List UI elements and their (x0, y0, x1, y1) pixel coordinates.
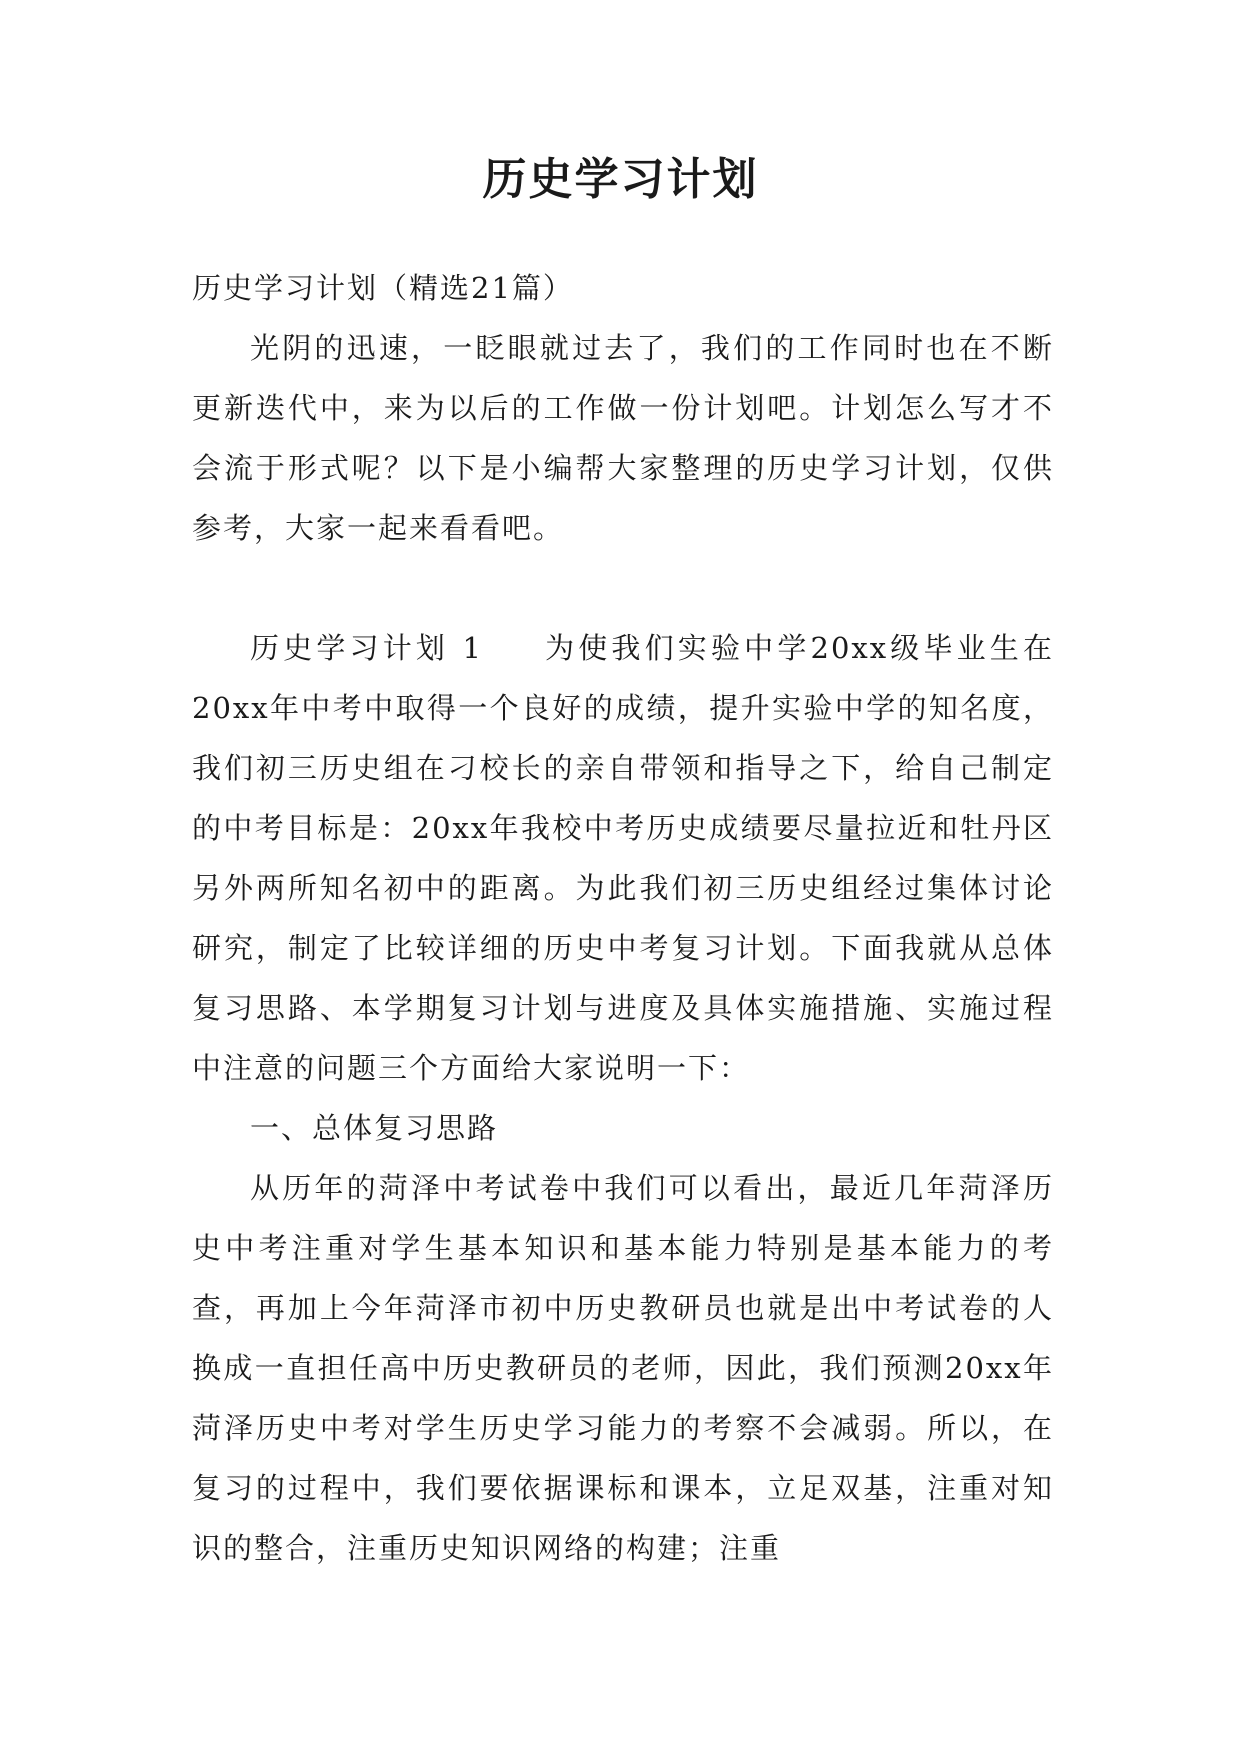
section1-heading: 历史学习计划 1 (250, 631, 483, 665)
section1-text: 为使我们实验中学20xx级毕业生在20xx年中考中取得一个良好的成绩，提升实验中学的知名度，我们初三历史组在刁校长的亲自带领和指导之下，给自己制定的中考目标是：20xx年我校中考历史成绩要尽量拉近和牡丹区另外两所知名初中的距离。为此我们初三历史组经过集体讨论研究，制定了比较详细的历史中考复习计划。下面我就从总体复习思路、本学期复习计划与进度及具体实施措施、实施过程中注意的问题三个方面给大家说明一下： (192, 631, 1054, 1085)
document-subtitle: 历史学习计划（精选21篇） (192, 271, 574, 305)
document-title: 历史学习计划 (482, 154, 759, 205)
paragraph-2: 从历年的菏泽中考试卷中我们可以看出，最近几年菏泽历史中考注重对学生基本知识和基本能力特别是基本能力的考查，再加上今年菏泽市初中历史教研员也就是出中考试卷的人换成一直担任高中历史教研员的老师，因此，我们预测20xx年菏泽历史中考对学生历史学习能力的考察不会减弱。所以，在复习的过程中，我们要依据课标和课本，立足双基，注重对知识的整合，注重历史知识网络的构建；注重 (192, 1171, 1054, 1565)
intro-paragraph: 光阴的迅速，一眨眼就过去了，我们的工作同时也在不断更新迭代中，来为以后的工作做一份计划吧。计划怎么写才不会流于形式呢？以下是小编帮大家整理的历史学习计划，仅供参考，大家一起来看看吧。 (192, 331, 1054, 545)
subheading-overall-review: 一、总体复习思路 (250, 1111, 499, 1145)
document-body (192, 258, 1054, 1578)
paragraph-spacer (192, 558, 1054, 618)
section1-paragraph (192, 618, 1054, 1098)
